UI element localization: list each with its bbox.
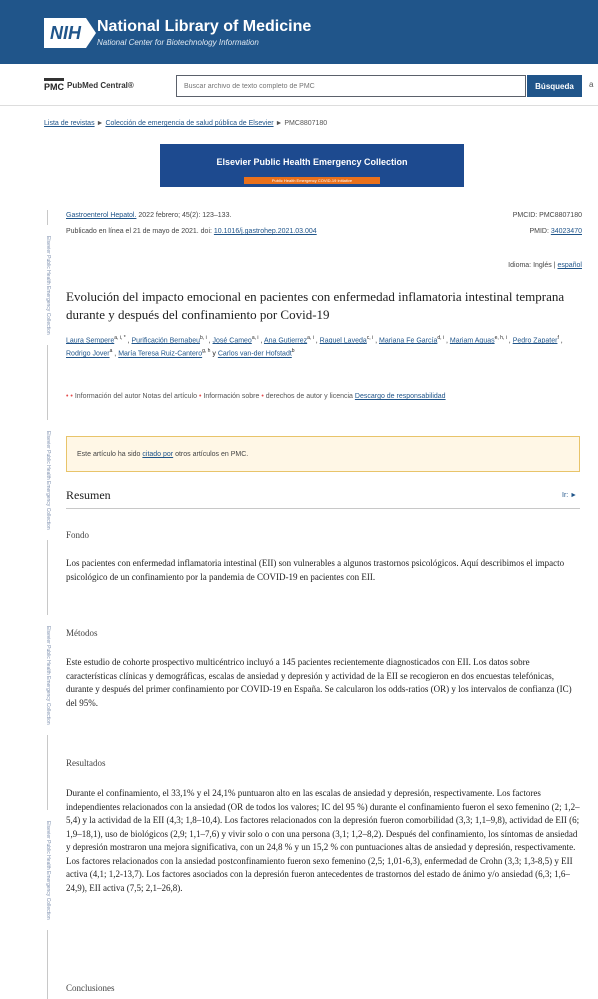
doi-link[interactable]: 10.1016/j.gastrohep.2021.03.004	[213, 228, 317, 235]
pmid-link[interactable]: 34023470	[550, 228, 582, 235]
elsevier-collection-banner[interactable]	[160, 144, 464, 187]
author-link[interactable]: Rodrigo Jover	[66, 350, 110, 358]
author-link[interactable]: Carlos van-der Hofstadt	[217, 350, 292, 358]
breadcrumb-collection[interactable]: Colección de emergencia de salud pública de Elsevier	[105, 120, 274, 127]
summary-goto-link[interactable]: Ir: ►	[562, 492, 578, 499]
author-affiliation-marker[interactable]: f	[557, 335, 559, 341]
citation-issue: 2022 febrero; 45(2): 123–133.	[138, 212, 232, 219]
language-selector	[508, 262, 582, 269]
breadcrumb-separator-icon: ►	[275, 120, 283, 127]
cited-suffix: otros artículos en PMC.	[175, 451, 249, 458]
section-heading-results: Resultados	[66, 758, 106, 768]
pmc-logo-name: PubMed Central®	[67, 80, 134, 90]
author-affiliation-marker[interactable]: a, i, *	[114, 335, 126, 341]
sidebar-collection-label[interactable]: Elsevier Public Health Emergency Collection	[40, 615, 56, 735]
search-button[interactable]: Búsqueda	[527, 75, 582, 97]
section-heading-conclusions: Conclusiones	[66, 983, 115, 993]
author-link[interactable]: Purificación Bernabeu	[131, 337, 201, 345]
banner-title: Elsevier Public Health Emergency Collection	[216, 157, 408, 167]
author-affiliation-marker[interactable]: a, i	[251, 335, 259, 341]
pmc-logo[interactable]	[44, 78, 134, 92]
sidebar-collection-label[interactable]: Elsevier Public Health Emergency Collection	[40, 225, 56, 345]
language-spanish-link[interactable]: español	[557, 262, 582, 269]
author-affiliation-marker[interactable]: b	[291, 348, 295, 355]
sidebar-collection-label[interactable]: Elsevier Public Health Emergency Collection	[40, 810, 56, 930]
author-affiliation-marker[interactable]: g, h	[202, 348, 211, 355]
nih-logo-text: NIH	[44, 18, 86, 48]
expand-bullet-icon: •	[66, 393, 69, 400]
language-label: Idioma: Inglés |	[508, 262, 556, 269]
author-affiliation-marker[interactable]: e, h, i	[494, 335, 507, 341]
article-info-links	[66, 391, 556, 402]
expand-bullet-icon: •	[70, 393, 73, 400]
section-heading-methods: Métodos	[66, 628, 98, 638]
breadcrumb-separator-icon: ►	[96, 120, 104, 127]
author-link[interactable]: María Teresa Ruiz-Cantero	[118, 350, 203, 358]
section-heading-background: Fondo	[66, 530, 90, 540]
section-text-results: Durante el confinamiento, el 33,1% y el 24,1% puntuaron alto en las escalas de ansiedad y depresión, respectivamente. Los factores independientes relacionados con la ansiedad (OR de todos los valores; IC del 95 %) durante el confinamiento fueron el sexo femenino (2; 1,2–5,4) y la actividad de la EII (4,3; 1,8–10,4). Los factores relacionados con la depresión fueron comorbilidad (3,3; 1,1–9,8), actividad de EII (6; 1,9–18,1), uso de biológicos (2,9; 1,1–7,6) y vivir solo o con una persona (3,1; 1,2–8,2). Después del confinamiento, los síntomas de ansiedad y depresión mostraron una mejora significativa, con un 24,8 % y un 15,2 % con puntuaciones altas de ansiedad y depresión, respectivamente. Los factores relacionados con la ansiedad postconfinamiento fueron sexo femenino (2,5; 1,01-6,3), enfermedad de Crohn (3,3; 1,3-8,5) y EII activa (4,1; 1,2-13,7). Los factores asociados con la depresión fueron antecedentes de trastornos del estado de ánimo y/o ansiedad (6,3; 1,6–24,9), EII activa (7,5; 2,1–26,8).	[66, 788, 580, 893]
author-affiliation-marker[interactable]: a	[109, 348, 113, 355]
sidebar-collection-label[interactable]: Elsevier Public Health Emergency Collection	[40, 420, 56, 540]
author-conjunction: y	[212, 350, 216, 358]
info-about-link[interactable]: Información sobre	[203, 393, 260, 400]
pmid-line	[529, 228, 582, 235]
author-link[interactable]: Mariana Fe García	[378, 337, 438, 345]
cited-by-link[interactable]: citado por	[142, 451, 174, 458]
banner-strip: Public Health Emergency COVID-19 Initiative	[244, 177, 380, 184]
nih-header	[0, 0, 598, 64]
author-link[interactable]: Mariam Aguas	[449, 337, 495, 345]
nlm-subtitle: National Center for Biotechnology Information	[97, 38, 259, 47]
breadcrumb-journal-list[interactable]: Lista de revistas	[44, 120, 95, 127]
citation-published-line	[66, 228, 317, 235]
author-list: Laura Sempere$^{a, i, *}$ , Purificación Bernabeu$^{b, i}$ , José Cameo$^{a, i}$ , Ana Gutierrez$^{a, i}$ , Raquel Laveda$^{c, i}$ , Mariana Fe García$^{d, i}$ , Mariam Aguas$^{e, h, i}$ , Pedro Zapater$^f$ , Rodrigo Jover$^a$ , María Teresa Ruiz-Cantero$^{g, h}$ y Carlos van-der Hofstadt$^b$	[66, 335, 563, 358]
summary-heading: Resumen	[66, 488, 111, 502]
author-link[interactable]: José Cameo	[212, 337, 252, 345]
author-link[interactable]: Ana Gutierrez	[263, 337, 308, 345]
breadcrumb-current: PMC8807180	[284, 120, 328, 127]
author-affiliation-marker[interactable]: c, i	[366, 335, 374, 341]
author-link[interactable]: Raquel Laveda	[319, 337, 367, 345]
nih-logo[interactable]	[44, 18, 91, 48]
nlm-title[interactable]: National Library of Medicine	[97, 18, 312, 35]
section-text-background: Los pacientes con enfermedad inflamatoria intestinal (EII) son vulnerables a algunos trastornos psicológicos. Aquí describimos el impacto psicológico de un confinamiento por la pandemia de COVID-19 en pacientes con EII.	[66, 558, 565, 582]
cited-by-notice	[66, 436, 580, 472]
article-title: Evolución del impacto emocional en pacientes con enfermedad inflamatoria intestinal temprana durante y después del confinamiento por Covid-19	[66, 289, 565, 322]
pmc-logo-mark: PMC	[44, 78, 64, 92]
notes-link[interactable]: Notas del artículo	[142, 393, 198, 400]
breadcrumb	[44, 120, 327, 127]
nih-logo-arrow-icon	[86, 18, 96, 48]
published-prefix: Publicado en línea el 21 de mayo de 2021. doi:	[66, 228, 212, 235]
summary-divider	[66, 508, 580, 509]
author-affiliation-marker[interactable]: a, i	[307, 335, 314, 341]
search-input[interactable]	[176, 75, 526, 97]
copyright-link[interactable]: derechos de autor y licencia	[265, 393, 353, 400]
journal-link[interactable]: Gastroenterol Hepatol.	[66, 212, 137, 219]
search-extra-link[interactable]: a	[589, 80, 594, 89]
pmid-label: PMID:	[529, 228, 549, 235]
expand-bullet-icon: •	[261, 393, 264, 400]
author-info-link[interactable]: Información del autor	[74, 393, 141, 400]
section-text-methods: Este estudio de cohorte prospectivo multicéntrico incluyó a 145 pacientes recientemente diagnosticados con EII. Los datos sobre características clínicas y demográficas, escalas de ansiedad y depresión y actividad de la EII se recogieron en dos encuestas telefónicas, durante y después del primer confinamiento por COVID-19 en España. Se calcularon los odds-ratios (OR) y los intervalos de confianza (IC) del 95%.	[66, 657, 572, 708]
cited-prefix: Este artículo ha sido	[77, 451, 141, 458]
author-link[interactable]: Laura Sempere	[66, 337, 115, 345]
author-affiliation-marker[interactable]: d, i	[437, 335, 445, 341]
author-affiliation-marker[interactable]: b, i	[200, 335, 207, 341]
pmcid: PMCID: PMC8807180	[512, 212, 582, 219]
citation-journal-line	[66, 212, 231, 219]
author-link[interactable]: Pedro Zapater	[512, 337, 558, 345]
expand-bullet-icon: •	[198, 393, 202, 400]
disclaimer-link[interactable]: Descargo de responsabilidad	[354, 393, 446, 400]
